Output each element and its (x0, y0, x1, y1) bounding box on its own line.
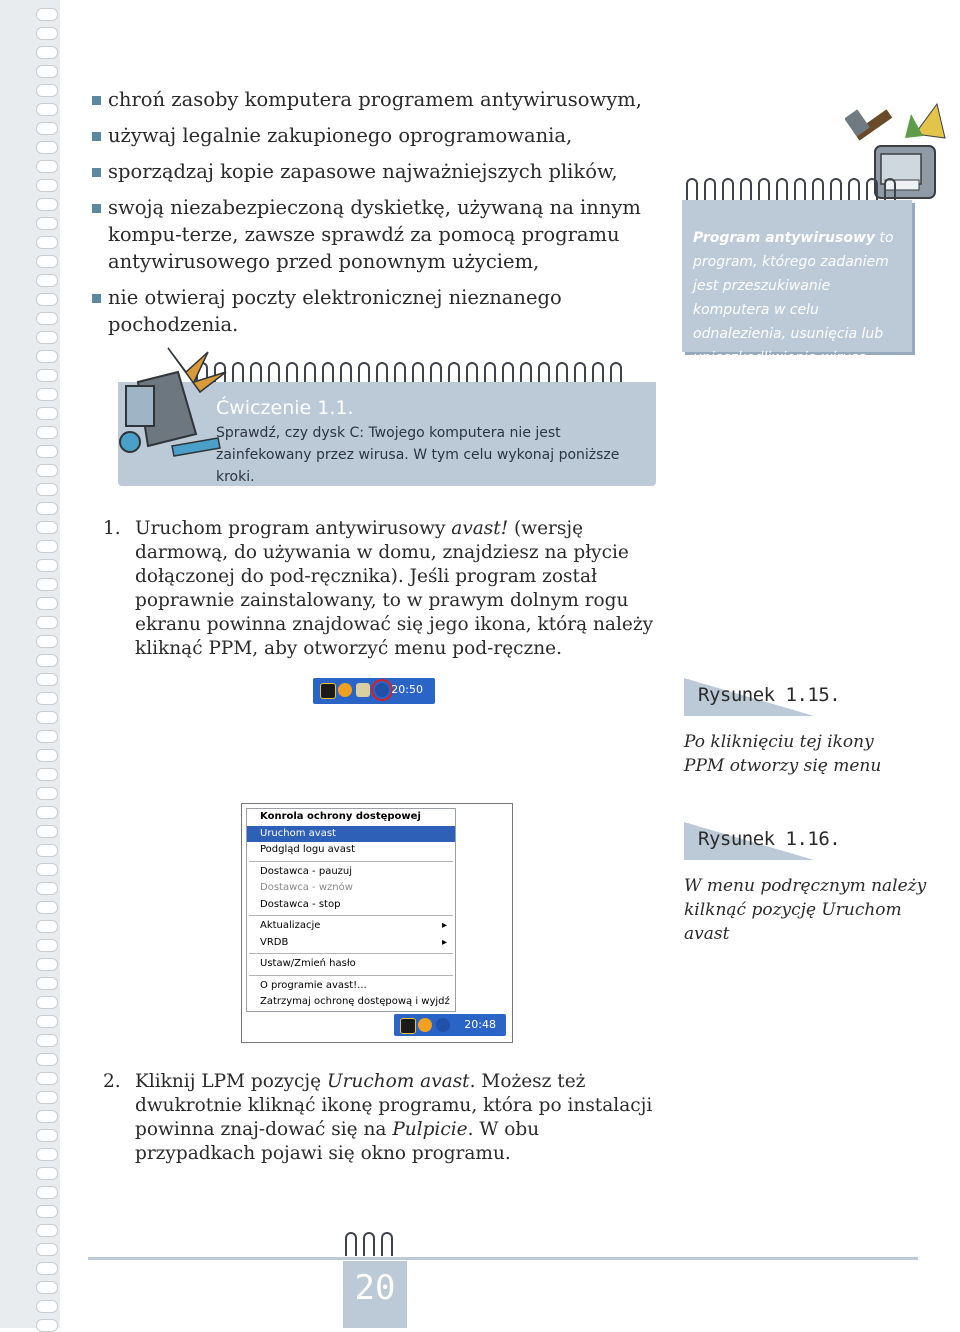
binding-ring (36, 483, 58, 496)
binding-ring (36, 901, 58, 914)
square-bullet-icon (92, 204, 101, 213)
definition-text: Program antywirusowy to program, którego zadaniem jest przeszukiwanie komputera w celu odnalezienia, usunięcia lub unieszkodliwienia wirusa. (693, 230, 894, 366)
binding-ring (36, 616, 58, 629)
tray-app-icon[interactable] (320, 683, 336, 699)
binding-ring (36, 65, 58, 78)
menu-separator (249, 915, 453, 916)
spiral-loop (381, 1232, 393, 1256)
binding-ring (36, 996, 58, 1009)
step-1 (103, 517, 658, 661)
tray-app-icon[interactable] (418, 1018, 432, 1032)
list-item: sporządzaj kopie zapasowe najważniejszych plików, (92, 158, 662, 185)
binding-ring (36, 407, 58, 420)
system-tray (313, 678, 435, 704)
binding-ring (36, 825, 58, 838)
menu-separator (249, 861, 453, 862)
avast-tray-icon[interactable] (436, 1018, 450, 1032)
square-bullet-icon (92, 294, 101, 303)
binding-ring (36, 1262, 58, 1275)
menu-item-provider-resume: Dostawca - wznów (260, 882, 353, 893)
binding-ring (36, 692, 58, 705)
binding-ring (36, 502, 58, 515)
binding-ring (36, 977, 58, 990)
spiral-loop (794, 178, 806, 202)
list-item: swoją niezabezpieczoną dyskietkę, używaną na innym kompu-terze, zawsze sprawdź za pomocą programu antywirusowego przed ponownym użyciem, (92, 194, 662, 275)
system-tray (394, 1014, 506, 1036)
submenu-arrow-icon: ▸ (441, 920, 447, 931)
clock: 20:48 (464, 1018, 496, 1031)
binding-ring (36, 1205, 58, 1218)
menu-separator (249, 953, 453, 954)
binding-ring (36, 1281, 58, 1294)
binding-ring (36, 84, 58, 97)
binding-ring (36, 236, 58, 249)
binding-ring (36, 160, 58, 173)
clock: 20:50 (391, 683, 423, 696)
spiral-loop (776, 178, 788, 202)
binding-ring (36, 844, 58, 857)
binding-ring (36, 1072, 58, 1085)
spiral-loop (345, 1232, 357, 1256)
binding-ring (36, 673, 58, 686)
binding-ring (36, 1224, 58, 1237)
exercise-title: Ćwiczenie 1.1. (216, 397, 354, 419)
binding-ring (36, 255, 58, 268)
menu-item-updates[interactable]: Aktualizacje ▸ (247, 918, 455, 935)
binding-ring (36, 863, 58, 876)
binding-ring (36, 179, 58, 192)
binding-ring (36, 388, 58, 401)
step-text: Uruchom program antywirusowy avast! (wersję darmową, do używania w domu, znajdziesz na płycie dołączonej do pod-ręcznika). Jeśli program został poprawnie zainstalowany, to w prawym dolnym rogu ekranu powinna znajdować się jego ikona, którą należy kliknąć PPM, aby otworzyć menu pod-ręczne. (135, 518, 654, 659)
binding-ring (36, 654, 58, 667)
binding-ring (36, 1148, 58, 1161)
bullet-list (92, 86, 662, 347)
binding-ring (36, 217, 58, 230)
menu-item-about[interactable]: O programie avast!... (260, 979, 367, 991)
spiral-loops (345, 1232, 399, 1256)
figure-label: Rysunek 1.15. (698, 684, 841, 706)
binding-ring (36, 426, 58, 439)
binding-ring (36, 1167, 58, 1180)
tray-app-icon[interactable] (400, 1018, 416, 1034)
binding-ring (36, 1319, 58, 1332)
binding-ring (36, 293, 58, 306)
step-number: 1. (103, 518, 121, 539)
menu-item-provider-pause[interactable]: Dostawca - pauzuj (260, 865, 353, 877)
menu-item-view-log[interactable]: Podgląd logu avast (260, 844, 355, 855)
list-item: nie otwieraj poczty elektronicznej nieznanego pochodzenia. (92, 284, 662, 338)
binding-ring (36, 730, 58, 743)
context-menu-screenshot (241, 803, 513, 1043)
menu-item-run-avast[interactable]: Uruchom avast (247, 826, 455, 843)
binding-ring (36, 350, 58, 363)
step-2 (103, 1070, 658, 1166)
menu-item-access-control[interactable]: Konrola ochrony dostępowej (260, 811, 421, 822)
binding-ring (36, 882, 58, 895)
square-bullet-icon (92, 96, 101, 105)
list-item: używaj legalnie zakupionego oprogramowania, (92, 122, 662, 149)
figure-caption: Po kliknięciu tej ikony PPM otworzy się menu (684, 732, 882, 776)
binding-ring (36, 1186, 58, 1199)
context-menu (246, 808, 456, 1012)
square-bullet-icon (92, 168, 101, 177)
step-text: Kliknij LPM pozycję Uruchom avast. Możesz też dwukrotnie kliknąć ikonę programu, która po instalacji powinna znaj-dować się na Pulpicie. W obu przypadkach pojawi się okno programu. (135, 1071, 653, 1164)
square-bullet-icon (92, 132, 101, 141)
avast-tray-icon[interactable] (375, 683, 389, 697)
binding-ring (36, 331, 58, 344)
menu-item-set-password[interactable]: Ustaw/Zmień hasło (260, 958, 356, 969)
spiral-loop (884, 178, 896, 202)
submenu-arrow-icon: ▸ (441, 936, 447, 948)
binding-ring (36, 1015, 58, 1028)
binding-ring (36, 578, 58, 591)
binding-ring (36, 274, 58, 287)
spiral-loop (812, 178, 824, 202)
binding-ring (36, 369, 58, 382)
binding-ring (36, 8, 58, 21)
binding-ring (36, 1110, 58, 1123)
spiral-loop (686, 178, 698, 202)
step-number: 2. (103, 1071, 121, 1092)
list-item: chroń zasoby komputera programem antywirusowym, (92, 86, 662, 113)
binding-ring (36, 27, 58, 40)
binding-ring (36, 1243, 58, 1256)
binding-ring (36, 141, 58, 154)
binding-ring (36, 711, 58, 724)
binding-ring (36, 122, 58, 135)
binding-ring (36, 1129, 58, 1142)
binding-ring (36, 103, 58, 116)
menu-item-provider-stop[interactable]: Dostawca - stop (260, 898, 341, 910)
menu-separator (249, 975, 453, 976)
tray-app-icon[interactable] (356, 683, 370, 697)
spiral-loops (686, 178, 902, 202)
binding-ring (36, 1300, 58, 1313)
spiral-loop (363, 1232, 375, 1256)
spiral-binding (0, 0, 60, 1328)
binding-ring (36, 559, 58, 572)
exercise-body: Sprawdź, czy dysk C: Twojego komputera nie jest zainfekowany przez wirusa. W tym celu wykonaj poniższe kroki. (216, 425, 620, 485)
binding-ring (36, 540, 58, 553)
binding-ring (36, 920, 58, 933)
binding-ring (36, 464, 58, 477)
spiral-loop (758, 178, 770, 202)
binding-ring (36, 749, 58, 762)
menu-item-vrdb[interactable]: VRDB ▸ (247, 935, 455, 952)
binding-ring (36, 1091, 58, 1104)
binding-ring (36, 768, 58, 781)
binding-ring (36, 939, 58, 952)
binding-ring (36, 635, 58, 648)
binding-ring (36, 806, 58, 819)
spiral-loop (740, 178, 752, 202)
spiral-loop (848, 178, 860, 202)
figure-label: Rysunek 1.16. (698, 828, 841, 850)
spiral-loop (704, 178, 716, 202)
computer-illustration (108, 342, 228, 464)
binding-ring (36, 198, 58, 211)
spiral-loop (722, 178, 734, 202)
binding-ring (36, 445, 58, 458)
binding-ring (36, 521, 58, 534)
binding-ring (36, 1053, 58, 1066)
binding-ring (36, 597, 58, 610)
binding-ring (36, 46, 58, 59)
menu-item-stop-and-exit[interactable]: Zatrzymaj ochronę dostępową i wyjdź (260, 996, 450, 1007)
spiral-loop (830, 178, 842, 202)
spiral-loop (866, 178, 878, 202)
binding-ring (36, 958, 58, 971)
binding-ring (36, 787, 58, 800)
page-number: 20 (354, 1268, 396, 1308)
binding-ring (36, 312, 58, 325)
footer-rule (88, 1257, 918, 1260)
tray-app-icon[interactable] (338, 683, 352, 697)
figure-caption: W menu podręcznym należy kilknąć pozycję Uruchom avast (684, 876, 927, 944)
binding-ring (36, 1034, 58, 1047)
